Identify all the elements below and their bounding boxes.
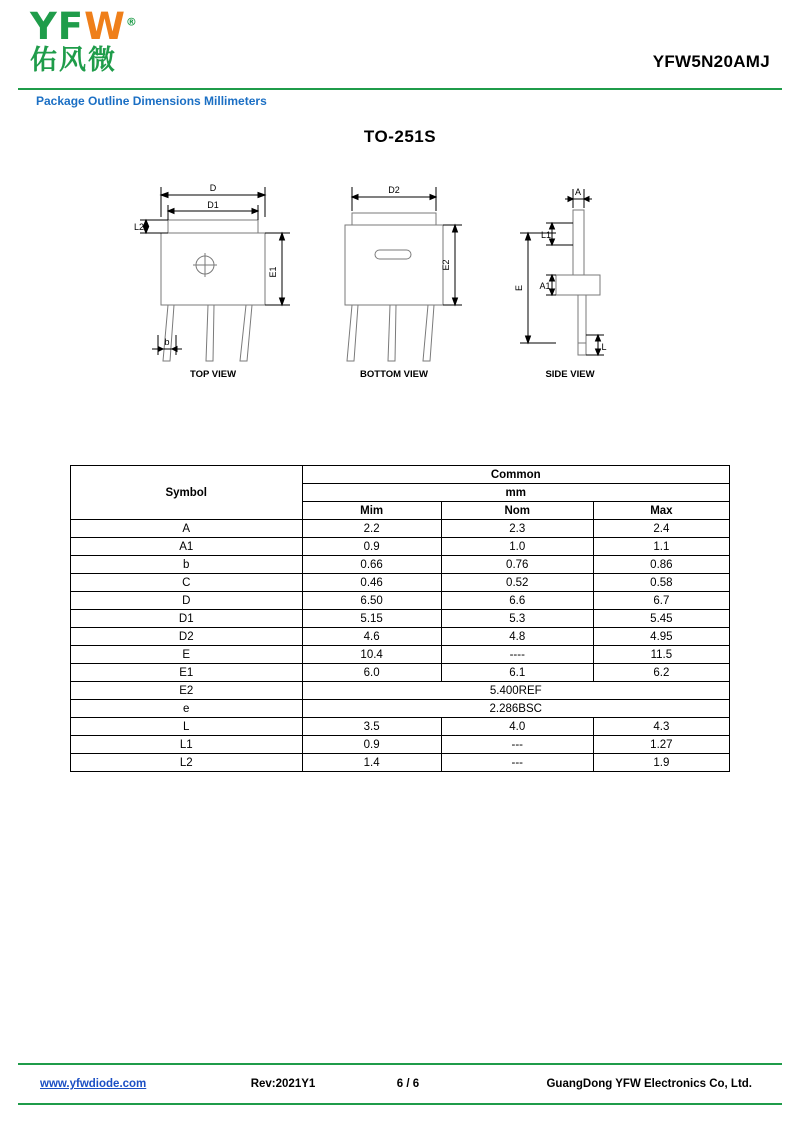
column-header-nom: Nom: [441, 502, 593, 520]
cell-nom: ----: [441, 646, 593, 664]
svg-text:D: D: [209, 183, 217, 193]
cell-value-span: 5.400REF: [302, 682, 730, 700]
column-header-min: Mim: [302, 502, 441, 520]
dimension-table: [70, 465, 730, 772]
cell-nom: 2.3: [441, 520, 593, 538]
cell-value-span: 2.286BSC: [302, 700, 730, 718]
cell-min: 0.9: [302, 736, 441, 754]
website-link[interactable]: www.yfwdiode.com: [40, 1078, 147, 1090]
cell-symbol: A: [71, 520, 303, 538]
dimension-table-body: [71, 520, 730, 772]
cell-symbol: A1: [71, 538, 303, 556]
cell-max: 1.9: [593, 754, 729, 772]
svg-text:A: A: [574, 187, 582, 197]
table-row: [71, 574, 730, 592]
svg-text:b: b: [164, 337, 170, 347]
table-row: [71, 700, 730, 718]
table-header-row-1: [71, 466, 730, 484]
cell-max: 0.86: [593, 556, 729, 574]
cell-symbol: D: [71, 592, 303, 610]
svg-text:E1: E1: [268, 266, 278, 278]
package-title: TO-251S: [363, 127, 437, 146]
cell-max: 1.1: [593, 538, 729, 556]
cell-symbol: E1: [71, 664, 303, 682]
cell-symbol: E: [71, 646, 303, 664]
svg-text:L2: L2: [133, 222, 145, 232]
cell-max: 5.45: [593, 610, 729, 628]
svg-text:BOTTOM VIEW: BOTTOM VIEW: [360, 369, 428, 380]
cell-min: 2.2: [302, 520, 441, 538]
logo-latin-text: YFW®: [30, 5, 138, 48]
header-divider: [18, 88, 782, 90]
section-title: Package Outline Dimensions Millimeters: [36, 94, 267, 108]
column-header-max: Max: [593, 502, 729, 520]
svg-text:D2: D2: [388, 185, 400, 195]
dimension-table-container: [70, 465, 730, 772]
cell-min: 1.4: [302, 754, 441, 772]
cell-nom: 0.52: [441, 574, 593, 592]
cell-min: 10.4: [302, 646, 441, 664]
table-row: [71, 718, 730, 736]
registered-trademark-icon: ®: [125, 15, 138, 29]
column-header-common: Common: [302, 466, 730, 484]
cell-symbol: C: [71, 574, 303, 592]
cell-min: 0.66: [302, 556, 441, 574]
cell-symbol: b: [71, 556, 303, 574]
page-number: 6 / 6: [396, 1078, 420, 1090]
cell-min: 6.0: [302, 664, 441, 682]
cell-nom: 5.3: [441, 610, 593, 628]
cell-max: 6.2: [593, 664, 729, 682]
cell-nom: 4.0: [441, 718, 593, 736]
cell-nom: 4.8: [441, 628, 593, 646]
footer-divider-bottom: [18, 1103, 782, 1105]
column-header-symbol: Symbol: [71, 466, 303, 520]
logo-chinese-text: 佑风微: [30, 45, 117, 76]
cell-nom: 6.6: [441, 592, 593, 610]
svg-text:L1: L1: [540, 230, 552, 240]
cell-min: 3.5: [302, 718, 441, 736]
cell-symbol: L: [71, 718, 303, 736]
cell-max: 0.58: [593, 574, 729, 592]
cell-min: 6.50: [302, 592, 441, 610]
table-row: [71, 628, 730, 646]
table-row: [71, 520, 730, 538]
cell-nom: 0.76: [441, 556, 593, 574]
svg-text:SIDE VIEW: SIDE VIEW: [545, 369, 595, 380]
svg-text:TOP VIEW: TOP VIEW: [189, 369, 237, 380]
package-drawings: [0, 165, 800, 425]
cell-symbol: e: [71, 700, 303, 718]
svg-text:E2: E2: [441, 259, 451, 271]
cell-max: 11.5: [593, 646, 729, 664]
table-row: [71, 754, 730, 772]
svg-text:E: E: [514, 284, 524, 292]
cell-max: 2.4: [593, 520, 729, 538]
table-row: [71, 610, 730, 628]
revision-label: Rev:2021Y1: [250, 1078, 316, 1090]
svg-text:D1: D1: [207, 200, 219, 210]
company-logo: [30, 5, 230, 76]
outline-drawing-svg: [0, 165, 800, 425]
cell-min: 0.46: [302, 574, 441, 592]
cell-nom: 1.0: [441, 538, 593, 556]
cell-min: 5.15: [302, 610, 441, 628]
cell-symbol: E2: [71, 682, 303, 700]
footer-divider-top: [18, 1063, 782, 1065]
table-row: [71, 592, 730, 610]
cell-symbol: D2: [71, 628, 303, 646]
column-header-unit: mm: [302, 484, 730, 502]
part-number: YFW5N20AMJ: [652, 52, 770, 71]
cell-max: 1.27: [593, 736, 729, 754]
cell-symbol: L2: [71, 754, 303, 772]
svg-text:A1: A1: [539, 281, 551, 291]
bottom-view-drawing: [345, 185, 462, 380]
side-view-drawing: [514, 187, 607, 380]
cell-max: 4.95: [593, 628, 729, 646]
table-row: [71, 736, 730, 754]
page-footer: [0, 1063, 800, 1113]
cell-nom: ---: [441, 736, 593, 754]
cell-min: 0.9: [302, 538, 441, 556]
cell-nom: 6.1: [441, 664, 593, 682]
table-row: [71, 646, 730, 664]
company-name: GuangDong YFW Electronics Co, Ltd.: [546, 1078, 752, 1090]
table-row: [71, 538, 730, 556]
cell-symbol: D1: [71, 610, 303, 628]
table-row: [71, 682, 730, 700]
cell-nom: ---: [441, 754, 593, 772]
table-row: [71, 556, 730, 574]
footer-content-row: [18, 1070, 782, 1098]
table-row: [71, 664, 730, 682]
cell-min: 4.6: [302, 628, 441, 646]
cell-max: 4.3: [593, 718, 729, 736]
svg-text:L: L: [601, 342, 607, 352]
page-header: [0, 0, 800, 108]
cell-symbol: L1: [71, 736, 303, 754]
cell-max: 6.7: [593, 592, 729, 610]
top-view-drawing: [134, 183, 290, 380]
